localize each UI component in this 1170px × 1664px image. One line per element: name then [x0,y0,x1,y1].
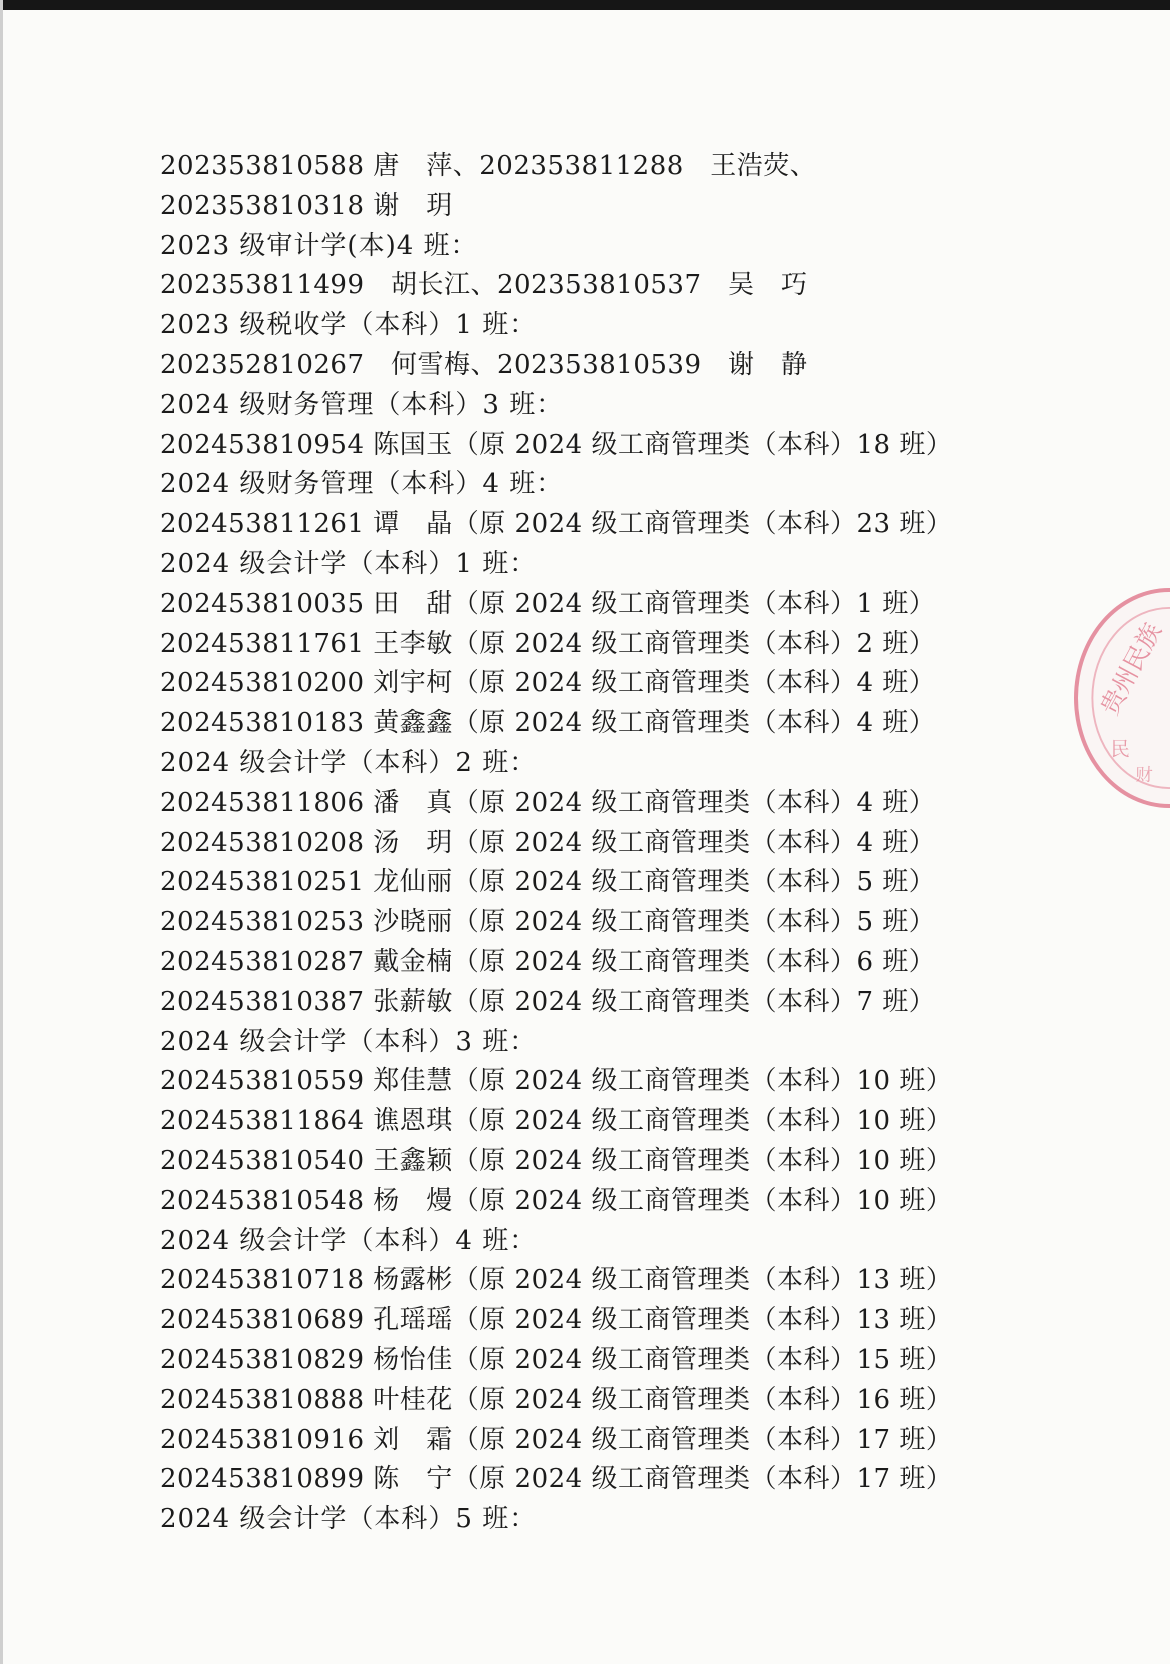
class-heading: 2024 级会计学（本科）5 班： [160,1504,537,1535]
class-heading: 2024 级会计学（本科）3 班： [160,1026,537,1057]
student-entry: 202453810540 王鑫颖（原 2024 级工商管理类（本科）10 班） [160,1145,953,1176]
student-entry: 202453810718 杨露彬（原 2024 级工商管理类（本科）13 班） [160,1265,953,1296]
text-line: 202353810588 唐 萍、202353811288 王浩荧、 [160,151,817,181]
student-entry: 202453810916 刘 霜（原 2024 级工商管理类（本科）17 班） [160,1424,953,1455]
student-entry: 202453810287 戴金楠（原 2024 级工商管理类（本科）6 班） [160,946,936,977]
text-line: 202352810267 何雪梅、202353810539 谢 静 [160,349,808,380]
student-entry: 202453810954 陈国玉（原 2024 级工商管理类（本科）18 班） [160,429,953,460]
text-line: 202353810318 谢 玥 [160,190,453,221]
class-heading: 2024 级财务管理（本科）4 班： [160,469,564,500]
student-entry: 202453810387 张薪敏（原 2024 级工商管理类（本科）7 班） [160,986,936,1017]
seal-graphic [1078,592,1170,804]
class-heading: 2024 级会计学（本科）4 班： [160,1225,537,1256]
student-entry: 202453811864 谯恩琪（原 2024 级工商管理类（本科）10 班） [160,1106,953,1137]
svg-text:贵州民族: 贵州民族 [1094,618,1168,720]
class-heading: 2024 级会计学（本科）1 班： [160,548,537,579]
student-entry: 202453810899 陈 宁（原 2024 级工商管理类（本科）17 班） [160,1464,953,1495]
student-entry: 202453810559 郑佳慧（原 2024 级工商管理类（本科）10 班） [160,1066,953,1097]
svg-text:财: 财 [1135,765,1153,786]
class-heading: 2024 级会计学（本科）2 班： [160,747,537,778]
document-body [160,147,1020,1540]
student-entry: 202453810888 叶桂花（原 2024 级工商管理类（本科）16 班） [160,1384,953,1415]
official-seal-stamp [1074,588,1170,808]
text-line: 202353811499 胡长江、202353810537 吴 巧 [160,270,808,301]
student-entry: 202453811761 王李敏（原 2024 级工商管理类（本科）2 班） [160,628,936,659]
student-entry: 202453810829 杨怡佳（原 2024 级工商管理类（本科）15 班） [160,1344,953,1375]
student-entry: 202453810548 杨 熳（原 2024 级工商管理类（本科）10 班） [160,1185,953,1216]
student-entry: 202453811261 谭 晶（原 2024 级工商管理类（本科）23 班） [160,509,953,540]
student-entry: 202453810183 黄鑫鑫（原 2024 级工商管理类（本科）4 班） [160,708,936,739]
svg-text:民: 民 [1110,737,1130,761]
class-heading: 2023 级税收学（本科）1 班： [160,310,537,341]
student-entry: 202453810035 田 甜（原 2024 级工商管理类（本科）1 班） [160,588,936,619]
student-entry: 202453810200 刘宇柯（原 2024 级工商管理类（本科）4 班） [160,668,936,699]
class-heading: 2024 级财务管理（本科）3 班： [160,389,564,420]
student-entry: 202453810208 汤 玥（原 2024 级工商管理类（本科）4 班） [160,827,936,858]
student-entry: 202453810689 孔瑶瑶（原 2024 级工商管理类（本科）13 班） [160,1305,953,1336]
student-entry: 202453811806 潘 真（原 2024 级工商管理类（本科）4 班） [160,787,936,818]
class-heading: 2023 级审计学(本)4 班： [160,230,478,261]
student-entry: 202453810251 龙仙丽（原 2024 级工商管理类（本科）5 班） [160,867,936,898]
student-entry: 202453810253 沙晓丽（原 2024 级工商管理类（本科）5 班） [160,907,936,938]
